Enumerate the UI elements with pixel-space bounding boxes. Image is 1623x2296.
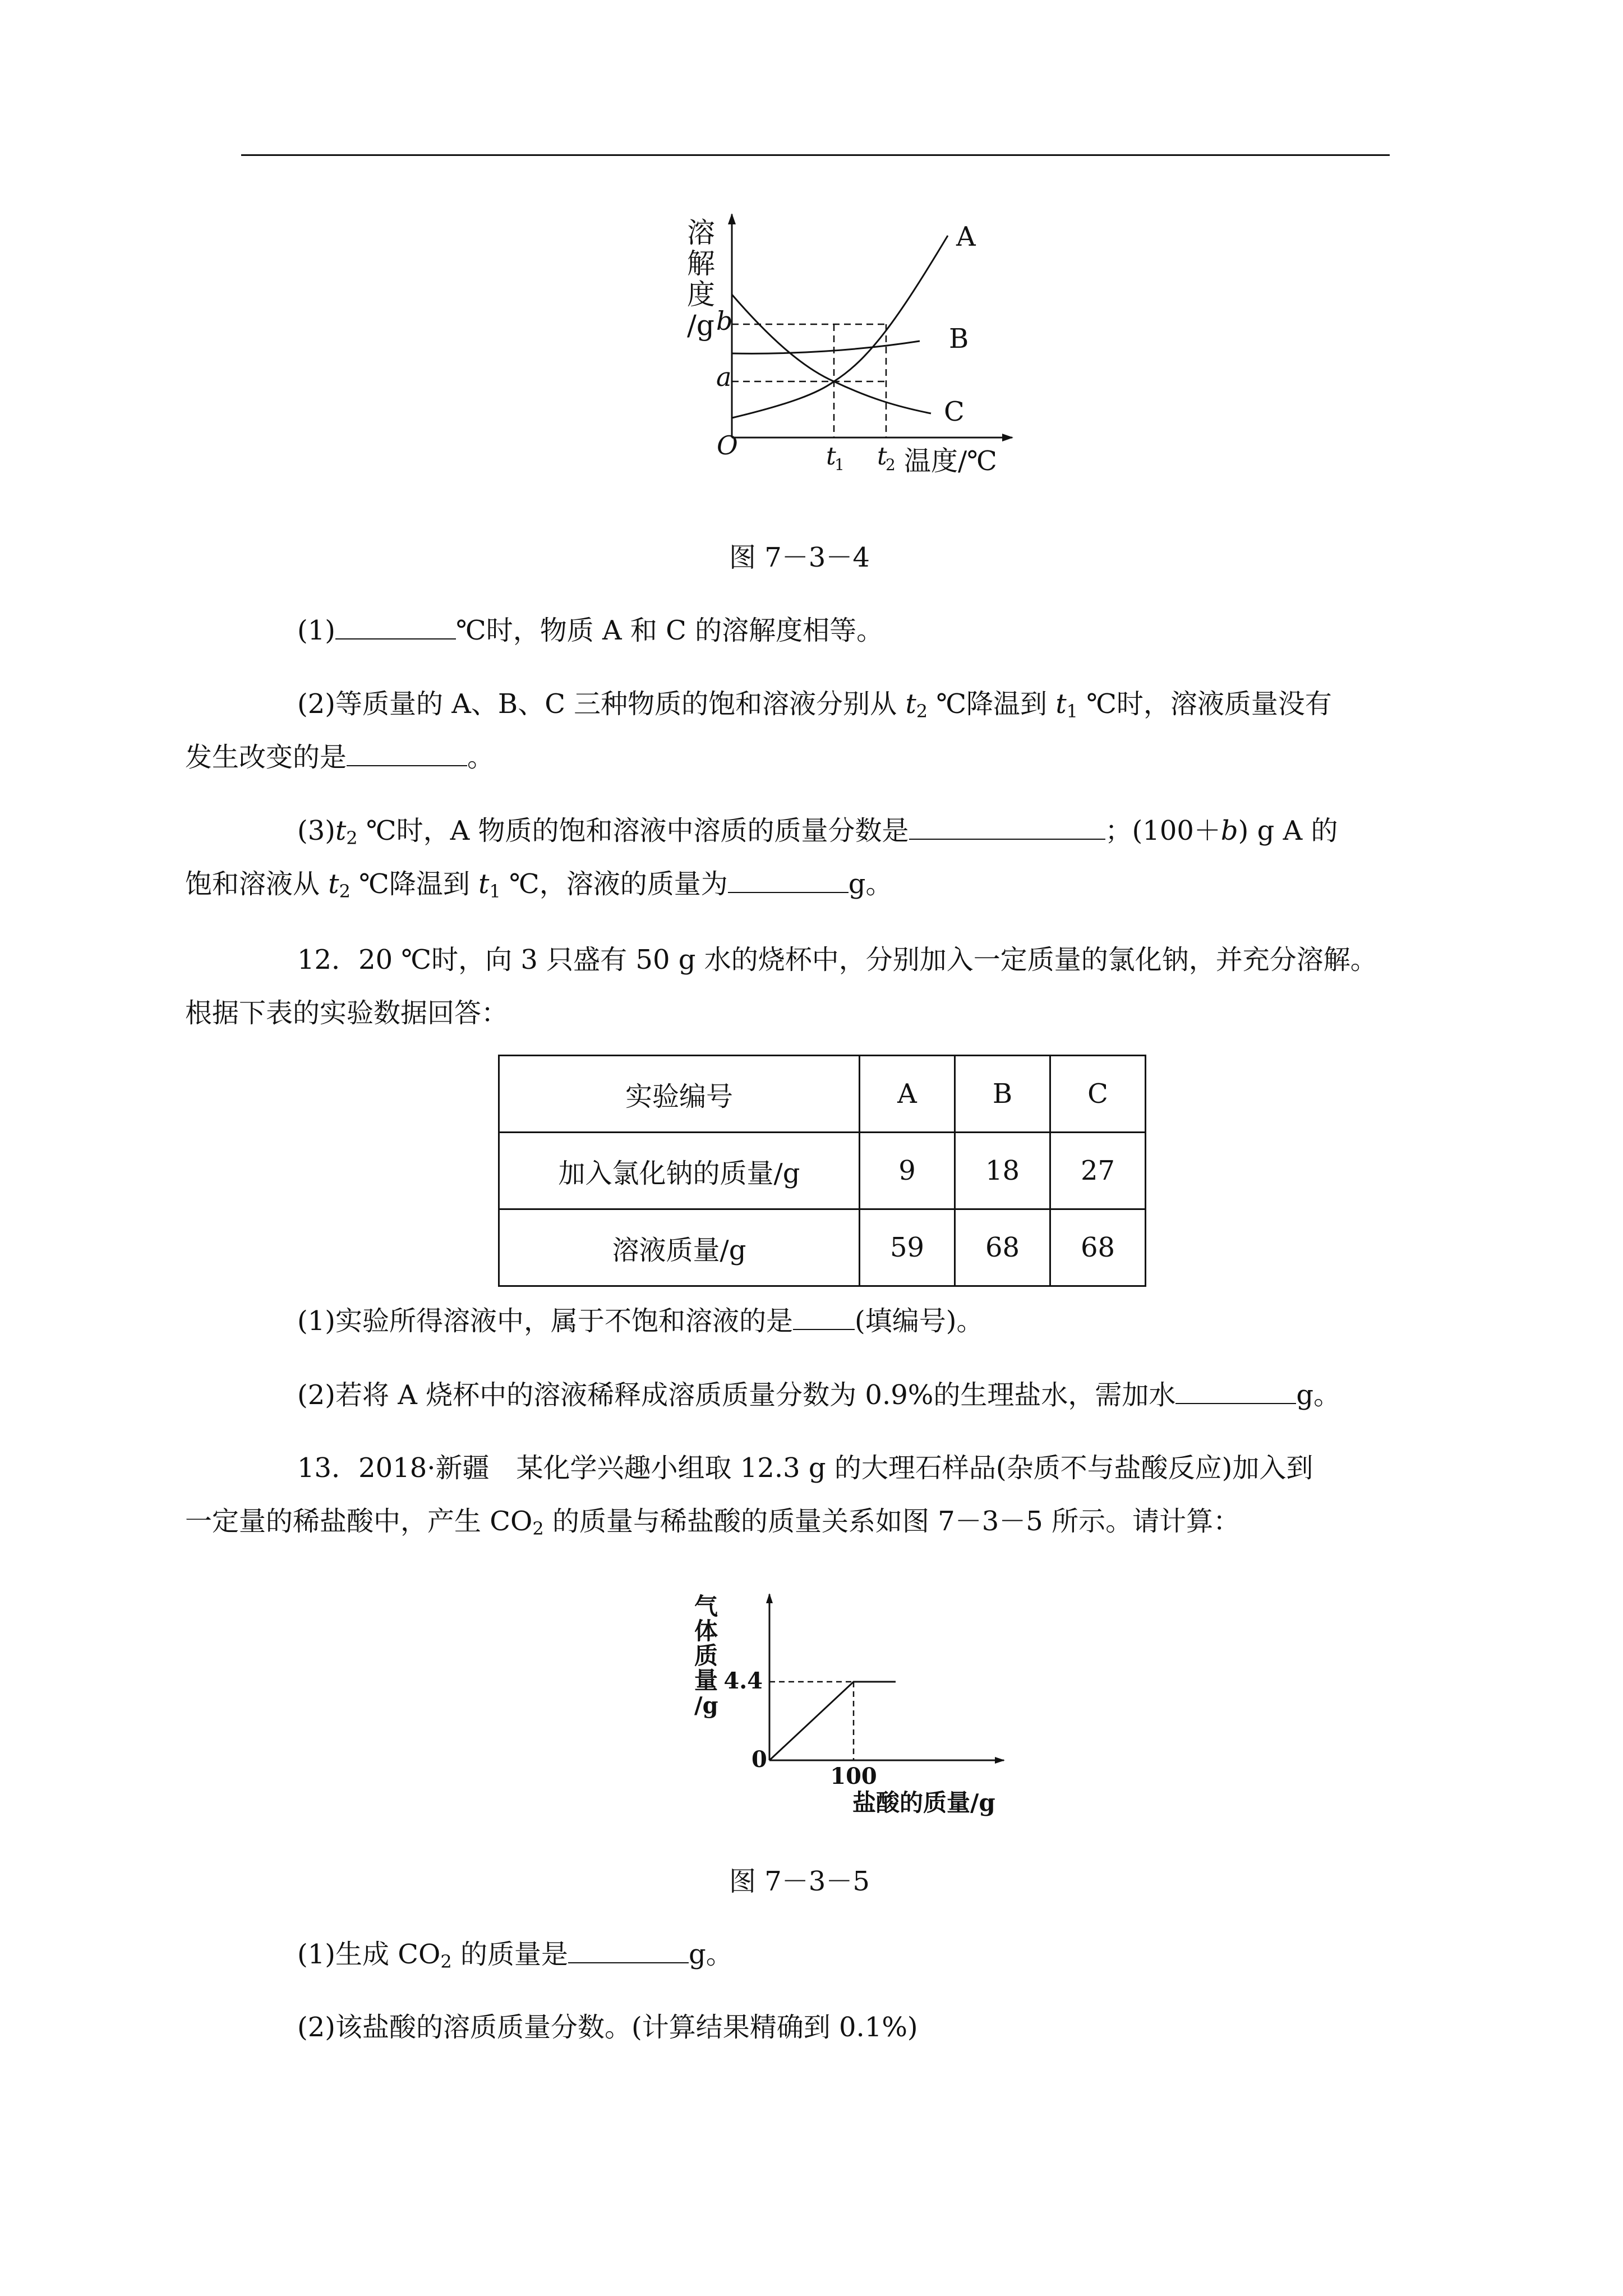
q11-p3-lead: (3) [297,815,335,846]
curve-label-C: C [944,396,965,427]
answer-blank[interactable] [347,744,467,766]
chart-plot-area [769,1682,896,1760]
experiment-table [498,1055,1146,1287]
q13-part1 [241,1928,1390,1981]
answer-blank[interactable] [1175,1382,1296,1404]
q11-p2-mid: ℃降温到 [928,688,1056,720]
y-axis-label-2: 体 [694,1617,718,1645]
figure-gas-mass-chart [684,1582,1021,1823]
answer-blank[interactable] [793,1308,855,1330]
figure-solubility-curves [662,208,1032,494]
t1-label: t [826,442,836,471]
table-cell: 9 [860,1133,955,1209]
sub: 2 [339,881,351,902]
x-axis-label: 盐酸的质量/g [852,1789,995,1816]
q13-p1-lead: (1)生成 CO [297,1939,441,1970]
y-axis-label-3: 度 [687,278,715,311]
q13-p2: (2)该盐酸的溶质质量分数。(计算结果精确到 0.1%) [297,2012,918,2043]
figure1-caption: 图 7－3－4 [729,542,870,573]
b-label: b [716,306,733,336]
sub: 2 [532,1518,544,1539]
table-header-cell: A [860,1056,955,1133]
x-axis-label: 温度/℃ [904,445,997,477]
table-header-cell: C [1050,1056,1146,1133]
sub: 2 [440,1951,452,1972]
origin-label: 0 [751,1746,767,1773]
sub: 1 [1066,701,1078,722]
q11-p3-line2: 饱和溶液从 [185,868,329,900]
curve-label-B: B [949,323,969,355]
q13-p1-tail: g。 [688,1939,733,1970]
q12-line1: 12．20 ℃时，向 3 只盛有 50 g 水的烧杯中，分别加入一定质量的氯化钠，并充分溶解。 [297,944,1377,976]
table-header-cell: 实验编号 [499,1056,860,1133]
table-header-cell: B [955,1056,1050,1133]
y-axis-label-5: /g [694,1692,718,1719]
var-b: b [1220,815,1238,846]
table-cell: 68 [1050,1209,1146,1286]
t2-label: t [877,442,887,471]
y-axis-label-2: 解 [687,247,715,280]
answer-blank[interactable] [909,817,1105,840]
sub: 2 [346,827,358,849]
y-tick-label: 4.4 [723,1668,763,1694]
table-cell: 68 [955,1209,1050,1286]
table-cell: 溶液质量/g [499,1209,860,1286]
q13-p1-mid: 的质量是 [451,1939,568,1970]
var-t: t [478,868,490,900]
q13-line1: 13．2018·新疆 某化学兴趣小组取 12.3 g 的大理石样品(杂质不与盐酸反应)加入到 [297,1452,1313,1484]
q12-part1 [241,1295,1390,1348]
q12-line2: 根据下表的实验数据回答： [185,997,509,1029]
series-line [769,1682,896,1760]
q11-p2-lead: (2)等质量的 A、B、C 三种物质的饱和溶液分别从 [297,688,906,720]
q11-part1 [241,604,1390,657]
q11-p1-lead: (1) [297,615,335,646]
q11-part2 [185,678,1390,784]
figure2-caption: 图 7－3－5 [729,1866,870,1897]
q11-p3-mid: ℃时，A 物质的饱和溶液中溶质的质量分数是 [357,815,909,846]
sub: 2 [916,701,928,722]
q12-part2 [241,1369,1390,1422]
y-axis-label-1: 气 [694,1593,718,1620]
q11-p3-mid5: ℃，溶液的质量为 [500,868,728,900]
a-label: a [716,362,732,392]
var-t: t [328,868,339,900]
q11-p3-mid4: ℃降温到 [350,868,479,900]
q11-p3-mid3: ) g A 的 [1238,815,1338,846]
x-tick-label: 100 [830,1763,877,1789]
t2-sub: 2 [886,455,896,474]
table-cell: 27 [1050,1133,1146,1209]
q13-part2 [241,2001,1390,2054]
curve-B [732,341,920,353]
var-t: t [335,815,347,846]
table-cell: 59 [860,1209,955,1286]
header-rule [241,154,1390,156]
table-cell: 18 [955,1133,1050,1209]
var-t: t [1055,688,1067,720]
y-axis-label-1: 溶 [687,217,715,249]
q11-p2-tail: ℃时，溶液质量没有 [1077,688,1332,720]
q13-stem [185,1442,1390,1548]
answer-blank[interactable] [335,617,456,639]
q12-p1-tail: (填编号)。 [855,1305,984,1337]
q11-p2-end: 。 [467,742,495,773]
answer-blank[interactable] [728,871,849,893]
q12-p2-tail: g。 [1296,1379,1341,1411]
q12-stem [185,933,1390,1040]
sub: 1 [489,881,501,902]
q12-p2-lead: (2)若将 A 烧杯中的溶液稀释成溶质质量分数为 0.9%的生理盐水，需加水 [297,1379,1176,1411]
table-row [499,1209,1146,1286]
q13-line2a: 一定量的稀盐酸中，产生 CO [185,1506,533,1537]
table-row [499,1056,1146,1133]
q11-part3 [185,804,1390,911]
y-axis-label-4: 量 [694,1667,718,1694]
q12-p1-lead: (1)实验所得溶液中，属于不饱和溶液的是 [297,1305,793,1337]
q11-p1-tail: ℃时，物质 A 和 C 的溶解度相等。 [456,615,884,646]
y-axis-label-4: /g [687,309,714,342]
origin-label: O [717,430,738,461]
curve-A [732,236,948,418]
q11-p3-end: g。 [848,868,893,900]
answer-blank[interactable] [568,1941,689,1963]
q11-p3-mid2: ；(100＋ [1105,815,1221,846]
table-cell: 加入氯化钠的质量/g [499,1133,860,1209]
q11-p2-line2: 发生改变的是 [185,742,347,773]
q13-line2b: 的质量与稀盐酸的质量关系如图 7－3－5 所示。请计算： [543,1506,1241,1537]
var-t: t [905,688,916,720]
t1-sub: 1 [834,455,845,474]
table-row [499,1133,1146,1209]
curve-label-A: A [956,221,976,252]
y-axis-label-3: 质 [694,1642,718,1669]
